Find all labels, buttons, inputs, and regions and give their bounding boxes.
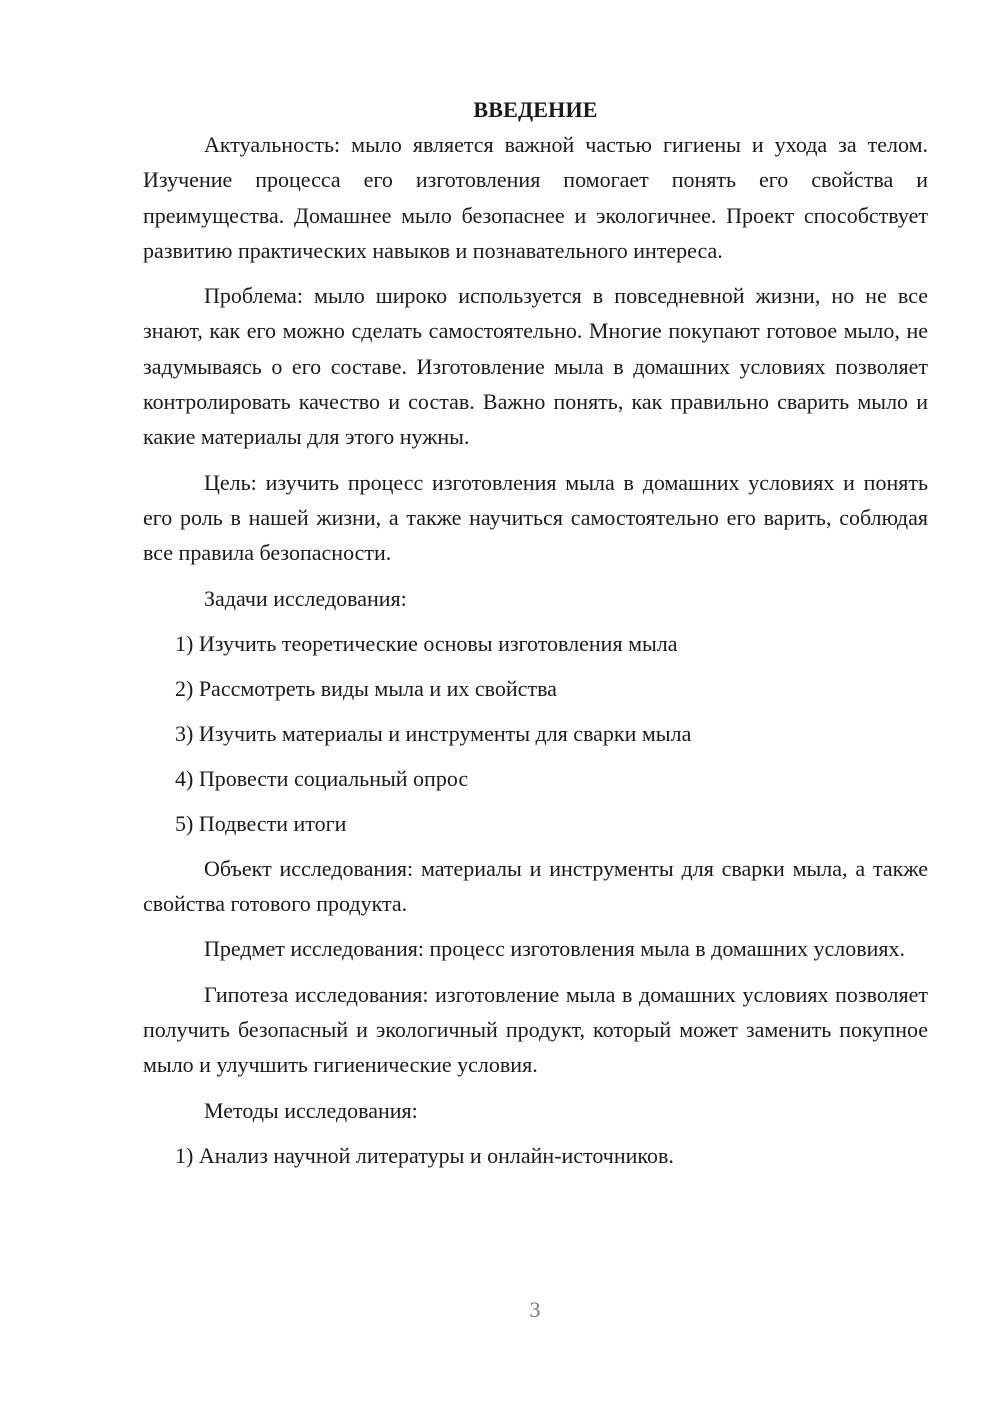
paragraph-problem: Проблема: мыло широко используется в повседневной жизни, но не все знают, как его можно сделать самостоятельно. Многие покупают готовое мыло, не задумываясь о его составе. Изготовление мыла в домашних условиях позволяет контролировать качество и состав. Важно понять, как правильно сварить мыло и какие материалы для этого нужны. <box>143 283 928 450</box>
paragraph-object: Объект исследования: материалы и инструменты для сварки мыла, а также свойства готового продукта. <box>143 855 928 917</box>
methods-heading: Методы исследования: <box>204 1097 418 1123</box>
task-item-5: 5) Подвести итоги <box>175 810 347 836</box>
paragraph-goal: Цель: изучить процесс изготовления мыла в домашних условиях и понять его роль в нашей жизни, а также научиться самостоятельно его варить, соблюдая все правила безопасности. <box>143 469 928 566</box>
task-item-3: 3) Изучить материалы и инструменты для сварки мыла <box>175 720 692 746</box>
page-number: 3 <box>529 1297 541 1322</box>
task-item-2: 2) Рассмотреть виды мыла и их свойства <box>175 675 557 701</box>
paragraph-relevance: Актуальность: мыло является важной частью гигиены и ухода за телом. Изучение процесса его изготовления помогает понять его свойства и преимущества. Домашнее мыло безопаснее и экологичнее. Проект способствует развитию практических навыков и познавательного интереса. <box>143 132 928 263</box>
page-title: ВВЕДЕНИЕ <box>473 97 598 122</box>
paragraph-subject: Предмет исследования: процесс изготовления мыла в домашних условиях. <box>204 936 905 962</box>
method-item-1: 1) Анализ научной литературы и онлайн-источников. <box>175 1142 674 1168</box>
task-item-1: 1) Изучить теоретические основы изготовления мыла <box>175 630 678 656</box>
paragraph-hypothesis: Гипотеза исследования: изготовление мыла в домашних условиях позволяет получить безопасный и экологичный продукт, который может заменить покупное мыло и улучшить гигиенические условия. <box>143 981 928 1078</box>
tasks-heading: Задачи исследования: <box>204 585 407 611</box>
task-item-4: 4) Провести социальный опрос <box>175 765 469 791</box>
document-page <box>143 94 928 1173</box>
